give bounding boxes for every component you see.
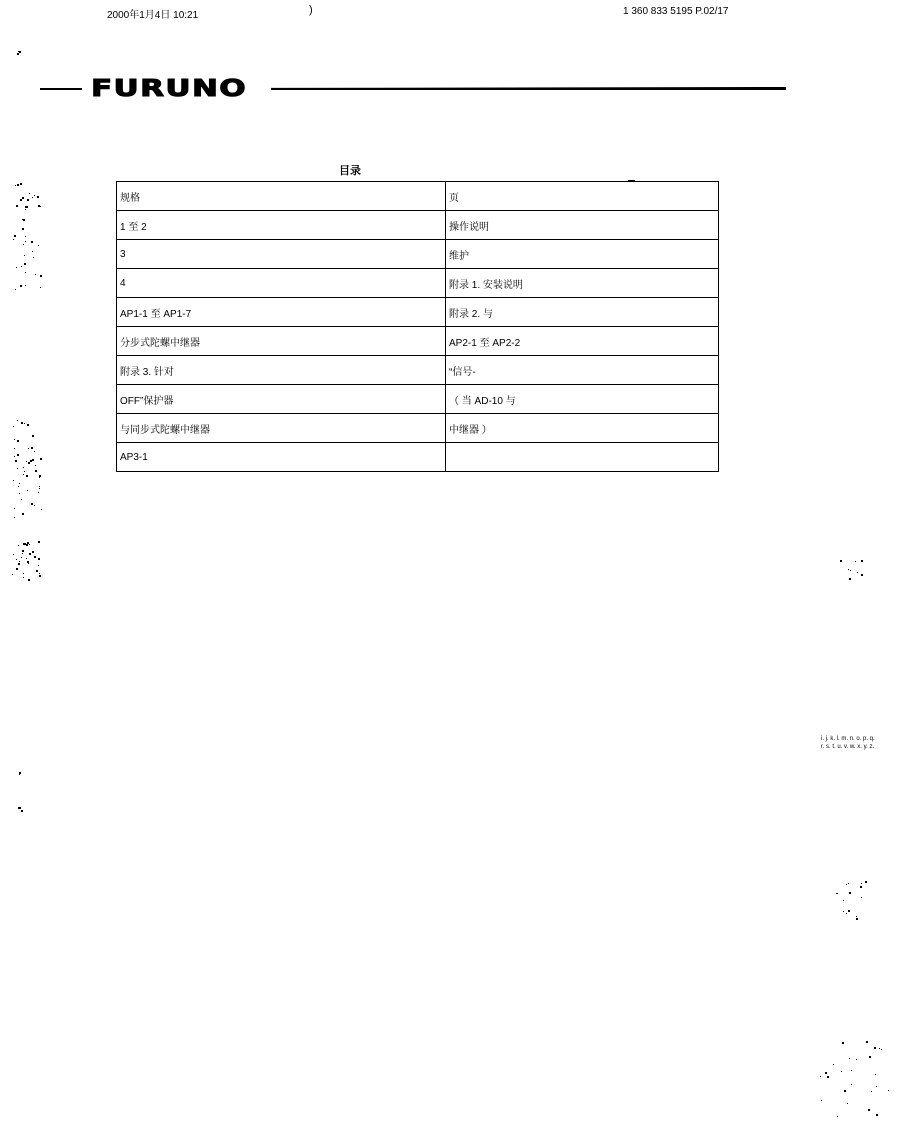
toc-row bbox=[117, 240, 719, 269]
scan-speck bbox=[35, 465, 36, 466]
side-note-line-2: r. s. t. u. v. w. x. y. z. bbox=[821, 744, 875, 750]
scan-speck bbox=[837, 1116, 838, 1117]
scan-speck bbox=[874, 1047, 876, 1049]
scan-speck bbox=[14, 235, 16, 237]
toc-body bbox=[117, 182, 719, 472]
toc-cell-right: 操作说明 bbox=[446, 211, 719, 240]
scan-speck bbox=[861, 883, 862, 884]
scan-speck bbox=[861, 560, 863, 562]
scan-speck bbox=[868, 1109, 870, 1111]
scan-speck bbox=[827, 1076, 829, 1078]
toc-row bbox=[117, 385, 719, 414]
toc-table bbox=[116, 181, 719, 472]
scan-speck bbox=[865, 881, 867, 883]
fax-page-number: 1 360 833 5195 P.02/17 bbox=[623, 6, 729, 17]
toc-row bbox=[117, 414, 719, 443]
scan-speck bbox=[849, 1058, 850, 1059]
scan-speck bbox=[32, 197, 33, 198]
scan-speck bbox=[39, 573, 40, 574]
scan-speck bbox=[27, 561, 29, 563]
scan-speck bbox=[32, 435, 34, 437]
scan-speck bbox=[14, 456, 15, 457]
scan-speck bbox=[27, 490, 28, 491]
scan-speck bbox=[26, 558, 27, 559]
scan-speck bbox=[18, 545, 19, 546]
scan-speck bbox=[25, 241, 26, 242]
scan-speck bbox=[855, 561, 856, 562]
scan-speck bbox=[820, 1076, 821, 1077]
logo-rule-right bbox=[271, 87, 786, 90]
toc-cell-left: OFF”保护器 bbox=[117, 385, 446, 414]
scan-speck bbox=[16, 568, 18, 570]
scan-speck bbox=[16, 205, 18, 207]
scan-speck bbox=[22, 197, 24, 199]
scan-speck bbox=[24, 471, 25, 472]
scan-speck bbox=[22, 550, 24, 552]
scan-speck bbox=[28, 579, 30, 581]
scan-speck bbox=[25, 272, 26, 273]
scan-speck bbox=[17, 53, 19, 55]
scan-speck bbox=[846, 884, 847, 885]
toc-cell-left: AP1-1 至 AP1-7 bbox=[117, 298, 446, 327]
toc-cell-right: 页 bbox=[446, 182, 719, 211]
toc-cell-left: 3 bbox=[117, 240, 446, 269]
scan-speck bbox=[846, 913, 847, 914]
scan-speck bbox=[848, 883, 849, 884]
scan-speck bbox=[825, 1072, 827, 1074]
scan-speck bbox=[843, 911, 844, 912]
toc-row bbox=[117, 356, 719, 385]
scan-speck bbox=[35, 274, 36, 275]
scan-speck bbox=[41, 509, 42, 510]
scan-speck bbox=[19, 561, 20, 562]
scan-speck bbox=[21, 266, 22, 267]
scan-speck bbox=[24, 423, 25, 424]
scan-speck bbox=[19, 483, 20, 484]
scan-speck bbox=[25, 285, 26, 286]
scan-speck bbox=[40, 458, 42, 460]
toc-row bbox=[117, 327, 719, 356]
scan-speck bbox=[876, 1086, 877, 1087]
scan-speck bbox=[27, 424, 29, 426]
scan-speck bbox=[17, 454, 19, 456]
scan-speck bbox=[21, 499, 22, 500]
toc-cell-right: “信号- bbox=[446, 356, 719, 385]
scan-speck bbox=[860, 886, 862, 888]
toc-row bbox=[117, 211, 719, 240]
scan-speck bbox=[22, 219, 23, 220]
scan-speck bbox=[13, 554, 14, 555]
scan-speck bbox=[23, 474, 24, 475]
scan-speck bbox=[876, 1114, 878, 1116]
scan-speck bbox=[31, 447, 33, 449]
toc-cell-right: AP2-1 至 AP2-2 bbox=[446, 327, 719, 356]
scan-speck bbox=[849, 892, 851, 894]
scan-speck bbox=[850, 570, 851, 571]
scan-speck bbox=[14, 448, 15, 449]
scan-speck bbox=[861, 897, 862, 898]
scan-speck bbox=[851, 1070, 852, 1071]
toc-cell-left: 与同步式陀螺中继器 bbox=[117, 414, 446, 443]
scan-speck bbox=[28, 448, 29, 449]
scan-speck bbox=[848, 569, 849, 570]
toc-row bbox=[117, 182, 719, 211]
furuno-logo: FURUNO bbox=[91, 76, 248, 102]
scan-speck bbox=[888, 1090, 889, 1091]
scan-speck bbox=[833, 1064, 834, 1065]
toc-cell-right bbox=[446, 443, 719, 472]
scan-speck bbox=[19, 774, 20, 775]
scan-speck bbox=[17, 420, 18, 421]
scan-speck bbox=[20, 183, 22, 185]
scan-speck bbox=[40, 287, 41, 288]
scan-speck bbox=[856, 918, 858, 920]
scan-speck bbox=[25, 209, 26, 210]
scan-speck bbox=[18, 51, 19, 52]
scan-speck bbox=[837, 893, 838, 894]
scan-speck bbox=[23, 573, 24, 574]
toc-cell-left: 1 至 2 bbox=[117, 211, 446, 240]
scan-speck bbox=[28, 462, 30, 464]
scan-speck bbox=[20, 285, 22, 287]
scan-speck bbox=[22, 513, 24, 515]
toc-cell-left: 附录 3. 针对 bbox=[117, 356, 446, 385]
side-note-line-1: i. j. k. l. m. n. o. p. q. bbox=[821, 736, 875, 742]
scan-speck bbox=[22, 228, 24, 230]
scan-speck bbox=[38, 492, 39, 493]
scan-speck bbox=[33, 257, 34, 258]
toc-cell-left: AP3-1 bbox=[117, 443, 446, 472]
scan-speck bbox=[881, 1049, 882, 1050]
scan-speck bbox=[879, 1048, 880, 1049]
scan-speck bbox=[30, 460, 32, 462]
scan-speck bbox=[848, 910, 850, 912]
scan-speck bbox=[861, 574, 863, 576]
scan-speck bbox=[20, 199, 22, 201]
scan-speck bbox=[23, 577, 24, 578]
scan-speck bbox=[13, 426, 14, 427]
toc-cell-right: 附录 2. 与 bbox=[446, 298, 719, 327]
scan-speck bbox=[849, 578, 851, 580]
toc-row bbox=[117, 443, 719, 472]
toc-title: 目录 bbox=[339, 165, 361, 177]
scan-speck bbox=[23, 467, 24, 468]
scan-speck bbox=[39, 575, 41, 577]
fax-mark: ) bbox=[309, 4, 313, 16]
scan-speck bbox=[37, 196, 39, 198]
scan-speck bbox=[39, 477, 40, 478]
scan-speck bbox=[34, 451, 35, 452]
scan-speck bbox=[38, 205, 40, 207]
scan-speck bbox=[13, 480, 14, 481]
toc-row bbox=[117, 269, 719, 298]
scan-speck bbox=[19, 493, 20, 494]
scan-speck bbox=[32, 551, 34, 553]
toc-cell-right: 中继器 ） bbox=[446, 414, 719, 443]
scan-speck bbox=[39, 488, 40, 489]
scan-speck bbox=[40, 275, 42, 277]
scan-speck bbox=[38, 558, 40, 560]
scan-speck bbox=[31, 241, 33, 243]
scan-speck bbox=[843, 900, 844, 901]
logo-rule-left bbox=[40, 88, 82, 90]
scan-speck bbox=[22, 553, 23, 554]
scan-speck bbox=[27, 199, 29, 201]
scan-speck bbox=[29, 553, 31, 555]
scan-speck bbox=[35, 470, 37, 472]
scan-speck bbox=[14, 508, 15, 509]
scan-speck bbox=[24, 255, 25, 256]
scan-speck bbox=[38, 245, 39, 246]
scan-speck bbox=[12, 574, 13, 575]
scan-speck bbox=[19, 807, 21, 809]
scan-speck bbox=[16, 267, 17, 268]
scan-speck bbox=[18, 486, 19, 487]
scan-speck bbox=[17, 440, 19, 442]
scan-speck bbox=[34, 505, 35, 506]
scan-speck bbox=[21, 557, 22, 558]
scan-speck bbox=[38, 565, 39, 566]
scan-speck bbox=[871, 1091, 872, 1092]
scan-speck bbox=[844, 1090, 846, 1092]
scan-speck bbox=[857, 572, 858, 573]
scan-speck bbox=[847, 1103, 848, 1104]
scan-speck bbox=[29, 544, 30, 545]
fax-date: 2000年1月4日 10:21 bbox=[107, 10, 199, 21]
scan-speck bbox=[15, 460, 17, 462]
scan-speck bbox=[34, 195, 35, 196]
toc-cell-right: 维护 bbox=[446, 240, 719, 269]
toc-row bbox=[117, 298, 719, 327]
toc-cell-right: （ 当 AD-10 与 bbox=[446, 385, 719, 414]
toc-cell-left: 4 bbox=[117, 269, 446, 298]
scan-speck bbox=[15, 289, 16, 290]
scan-speck bbox=[19, 51, 21, 53]
scan-speck bbox=[38, 541, 40, 543]
scan-speck bbox=[17, 468, 18, 469]
scan-speck bbox=[821, 1100, 822, 1101]
scan-speck bbox=[856, 916, 857, 917]
scan-speck bbox=[842, 1042, 844, 1044]
scan-speck bbox=[18, 563, 20, 565]
toc-cell-left: 规格 bbox=[117, 182, 446, 211]
scan-speck bbox=[851, 1084, 852, 1085]
scan-speck bbox=[23, 244, 24, 245]
scan-speck bbox=[13, 239, 14, 240]
scan-speck bbox=[36, 570, 38, 572]
logo-banner bbox=[0, 78, 898, 100]
scan-speck bbox=[23, 219, 25, 221]
scan-speck bbox=[29, 193, 30, 194]
scan-speck bbox=[14, 517, 15, 518]
scan-speck bbox=[16, 559, 17, 560]
scan-speck bbox=[17, 184, 19, 186]
scan-speck bbox=[840, 560, 842, 562]
scan-speck bbox=[32, 251, 33, 252]
scan-speck bbox=[26, 475, 28, 477]
toc-cell-left: 分步式陀螺中继器 bbox=[117, 327, 446, 356]
toc-cell-right: 附录 1. 安装说明 bbox=[446, 269, 719, 298]
scan-speck bbox=[26, 544, 28, 546]
scan-speck bbox=[14, 439, 15, 440]
scan-speck bbox=[841, 1071, 842, 1072]
scan-speck bbox=[869, 1056, 871, 1058]
scan-speck bbox=[866, 1041, 868, 1043]
scan-speck bbox=[856, 1059, 857, 1060]
scan-speck bbox=[875, 1074, 876, 1075]
scan-speck bbox=[26, 206, 28, 208]
scan-speck bbox=[15, 185, 16, 186]
scan-speck bbox=[24, 263, 26, 265]
scan-speck bbox=[34, 556, 36, 558]
scan-speck bbox=[21, 810, 23, 812]
scan-speck bbox=[25, 236, 26, 237]
scan-speck bbox=[31, 503, 33, 505]
